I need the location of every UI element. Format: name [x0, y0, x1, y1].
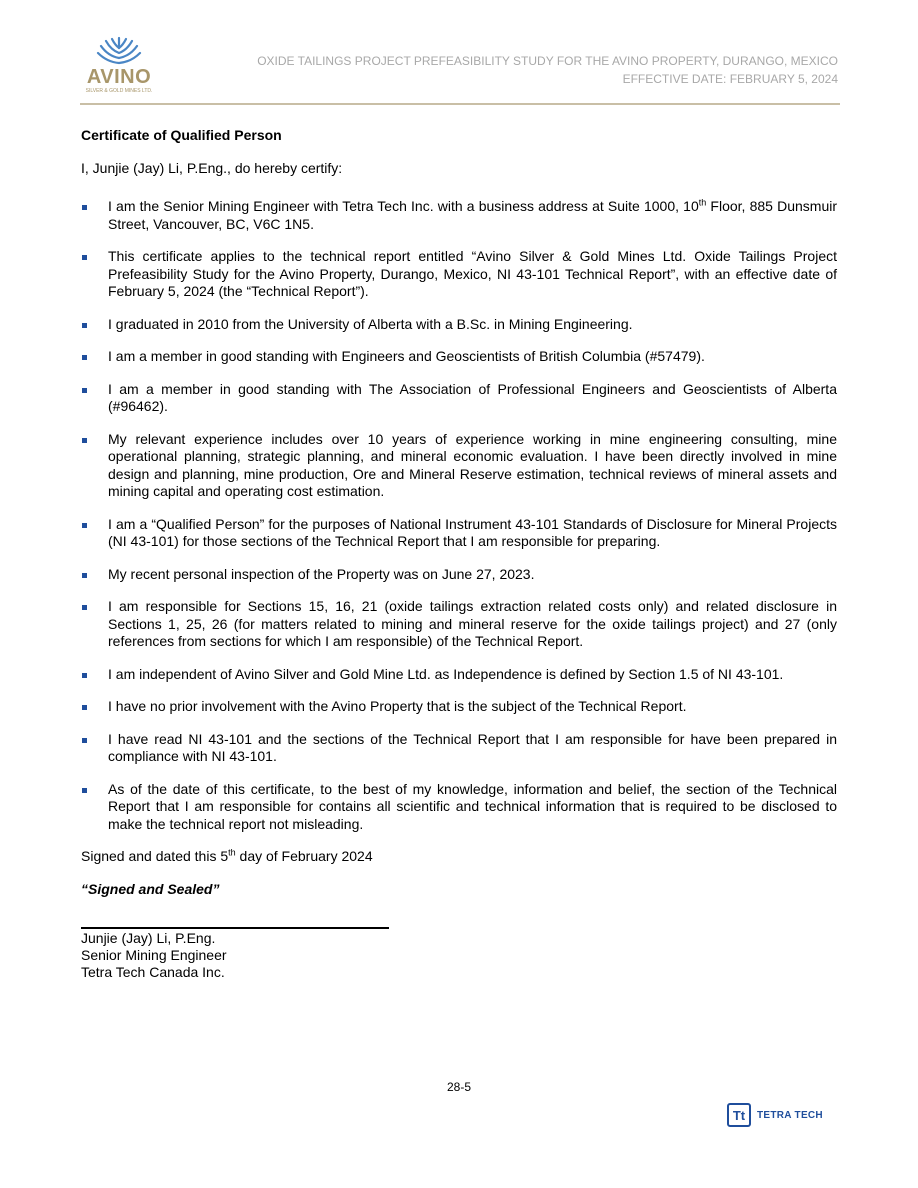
logo-wordmark: AVINO	[86, 66, 152, 88]
bullet-icon	[82, 605, 87, 610]
tetra-tech-logo	[727, 1103, 823, 1127]
certification-item: My recent personal inspection of the Property was on June 27, 2023.	[81, 566, 837, 584]
bullet-icon	[82, 438, 87, 443]
signed-and-sealed: “Signed and Sealed”	[81, 880, 220, 897]
signatory-name: Junjie (Jay) Li, P.Eng.	[81, 930, 216, 946]
page-number: 28-5	[446, 1080, 472, 1094]
certification-item: This certificate applies to the technical report entitled “Avino Silver & Gold Mines Ltd. Oxide Tailings Project Prefeasibility Study for the Avino Property, Durango, Mexico, NI 43-101 Technical Report”, with an effective date of February 5, 2024 (the “Technical Report”).	[81, 248, 837, 301]
certificate-title: Certificate of Qualified Person	[81, 127, 282, 143]
avino-mark-icon	[84, 36, 154, 66]
certification-item: I am the Senior Mining Engineer with Tetra Tech Inc. with a business address at Suite 1000, 10th Floor, 885 Dunsmuir Street, Vancouver, BC, V6C 1N5.	[81, 198, 837, 233]
bullet-icon	[82, 573, 87, 578]
signatory-position: Senior Mining Engineer	[81, 947, 227, 963]
bullet-icon	[82, 255, 87, 260]
header-effective-date: EFFECTIVE DATE: FEBRUARY 5, 2024	[622, 72, 838, 86]
tetra-tech-wordmark: TETRA TECH	[757, 1109, 823, 1121]
logo-subtext: SILVER & GOLD MINES LTD.	[85, 88, 153, 94]
certificate-body	[81, 127, 837, 898]
certification-item: I am a “Qualified Person” for the purposes of National Instrument 43-101 Standards of Disclosure for Mineral Projects (NI 43-101) for those sections of the Technical Report that I am responsible for preparing.	[81, 516, 837, 551]
header-divider	[80, 103, 840, 105]
signatory-company: Tetra Tech Canada Inc.	[81, 964, 225, 980]
tetra-tech-mark-icon: Tt	[727, 1103, 751, 1127]
certification-item: I have read NI 43-101 and the sections of the Technical Report that I am responsible for have been prepared in compliance with NI 43-101.	[81, 731, 837, 766]
bullet-icon	[82, 355, 87, 360]
bullet-icon	[82, 788, 87, 793]
bullet-icon	[82, 673, 87, 678]
certification-item: I graduated in 2010 from the University of Alberta with a B.Sc. in Mining Engineering.	[81, 316, 837, 334]
avino-logo	[84, 36, 164, 100]
signature-block	[81, 930, 227, 981]
document-header	[257, 52, 838, 88]
bullet-icon	[82, 705, 87, 710]
bullet-icon	[82, 205, 87, 210]
certification-list	[81, 198, 837, 833]
bullet-icon	[82, 523, 87, 528]
certification-item: I am a member in good standing with Engineers and Geoscientists of British Columbia (#57479).	[81, 348, 837, 366]
certification-item: I am independent of Avino Silver and Gold Mine Ltd. as Independence is defined by Section 1.5 of NI 43-101.	[81, 666, 837, 684]
certification-item: I am a member in good standing with The Association of Professional Engineers and Geoscientists of Alberta (#96462).	[81, 381, 837, 416]
certification-item: I am responsible for Sections 15, 16, 21 (oxide tailings extraction related costs only) and related disclosure in Sections 1, 25, 26 (for matters related to mining and mineral reserve for the oxide tailings project) and 27 (only references from sections for which I am responsible) of the Technical Report.	[81, 598, 837, 651]
bullet-icon	[82, 738, 87, 743]
bullet-icon	[82, 323, 87, 328]
certificate-intro: I, Junjie (Jay) Li, P.Eng., do hereby certify:	[81, 159, 343, 176]
signed-date-line: Signed and dated this 5th day of February 2024	[81, 847, 373, 864]
certification-item: I have no prior involvement with the Avino Property that is the subject of the Technical Report.	[81, 698, 837, 716]
signature-line	[81, 927, 389, 929]
bullet-icon	[82, 388, 87, 393]
header-title: OXIDE TAILINGS PROJECT PREFEASIBILITY STUDY FOR THE AVINO PROPERTY, DURANGO, MEXICO	[257, 54, 838, 68]
certification-item: My relevant experience includes over 10 years of experience working in mine engineering consulting, mine operational planning, strategic planning, and mineral economic evaluation. I have been directly involved in mine design and planning, mine production, Ore and Mineral Reserve estimation, technical reviews of mineral assets and mining capital and operating cost estimation.	[81, 431, 837, 501]
certification-item: As of the date of this certificate, to the best of my knowledge, information and belief, the section of the Technical Report that I am responsible for contains all scientific and technical information that is required to be disclosed to make the technical report not misleading.	[81, 781, 837, 834]
